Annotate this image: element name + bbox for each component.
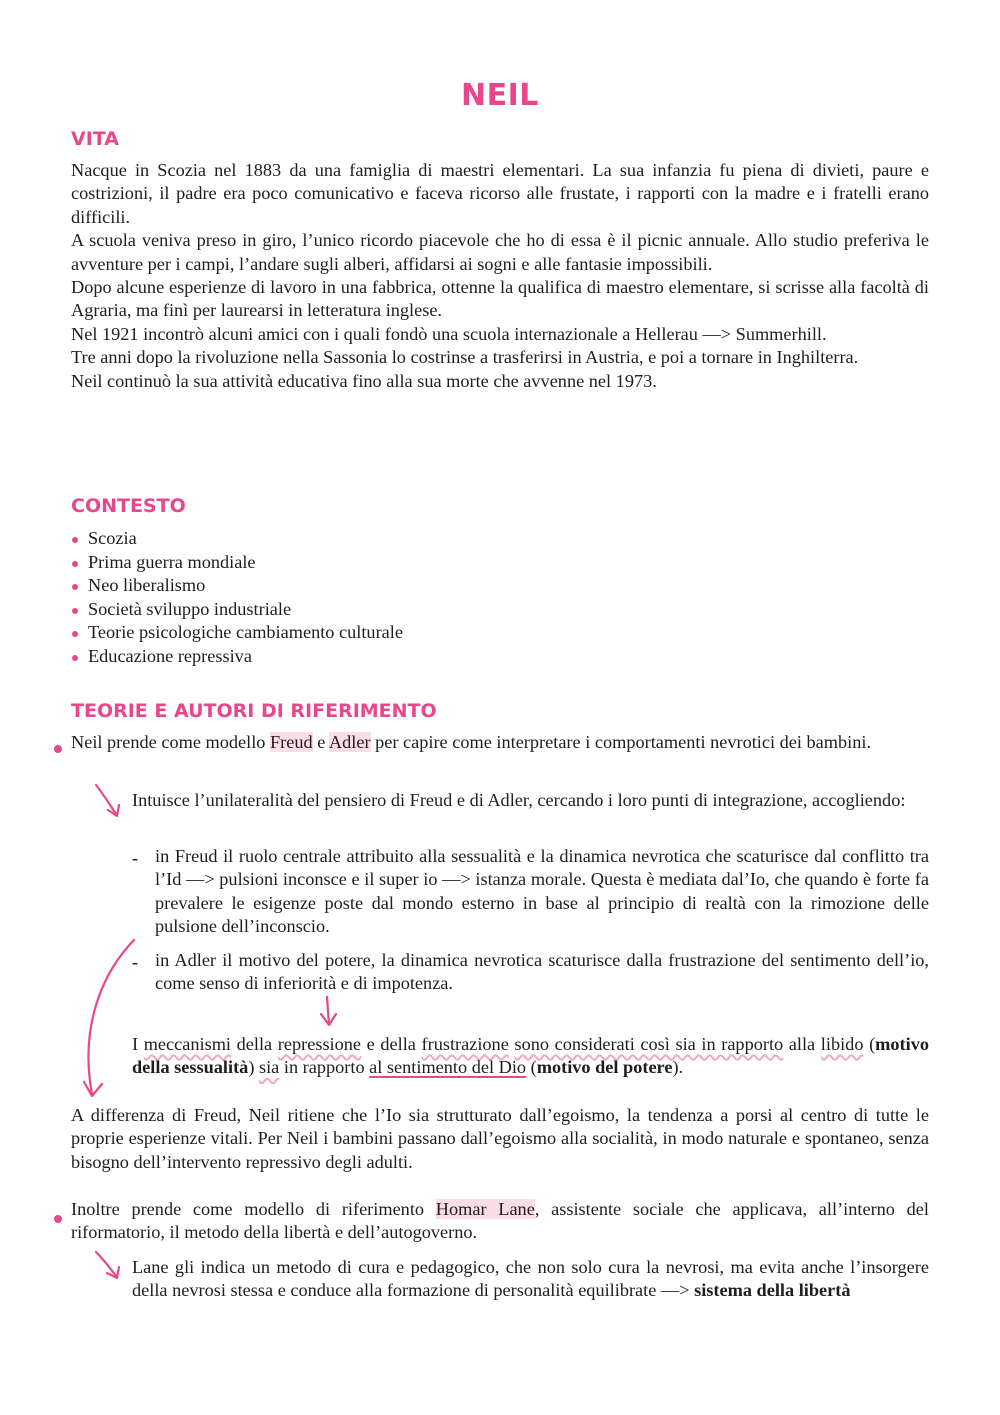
list-item: Società sviluppo industriale — [71, 598, 403, 622]
vita-paragraph: Tre anni dopo la rivoluzione nella Sassonia lo costrinse a trasferirsi in Austria, e poi a tornare in Inghilterra. — [71, 347, 859, 368]
list-item: Teorie psicologiche cambiamento culturale — [71, 621, 403, 645]
dash-marker: - — [132, 848, 138, 868]
list-item: Educazione repressiva — [71, 645, 403, 669]
arrow-curved-icon — [96, 785, 116, 814]
teorie-paragraph-modello: Neil prende come modello Freud e Adler per capire come interpretare i comportamenti nevrotici dei bambini. — [71, 732, 872, 752]
highlight-freud: Freud — [270, 732, 313, 752]
inoltre-paragraph: Inoltre prende come modello di riferimento Homar Lane, assistente sociale che applicava, all’interno del riformatorio, il metodo della libertà e dell’autogoverno. — [71, 1199, 930, 1243]
highlight-adler: Adler — [328, 732, 371, 752]
list-item: Scozia — [71, 527, 403, 551]
arrow-curved-icon — [84, 1082, 102, 1096]
vita-paragraph: Nacque in Scozia nel 1883 da una famiglia di maestri elementari. La sua infanzia fu piena di divieti, paure e costrizioni, il padre era poco comunicativo e faceva ricorso alle frustate, i rapporti con la madre e i fratelli erano difficili. — [71, 160, 929, 227]
meccanismi-paragraph: I meccanismi della repressione e della frustrazione sono considerati così sia in rapporto alla libido (motivo della sessualità) sia in rapporto al sentimento del Dio (motivo del potere). — [132, 1034, 929, 1078]
arrow-curved-icon — [88, 940, 134, 1094]
vita-paragraph: Nel 1921 incontrò alcuni amici con i quali fondò una scuola internazionale a Hellerau —> Summerhill. — [71, 323, 827, 344]
list-item: Prima guerra mondiale — [71, 551, 403, 575]
differenza-paragraph: A differenza di Freud, Neil ritiene che l’Io sia strutturato dall’egoismo, la tendenza a porsi al centro di tutte le proprie esperienze vitali. Per Neil i bambini passano dall’egoismo alla socialità, in modo naturale e spontaneo, senza bisogno dell’intervento repressivo degli adulti. — [71, 1105, 929, 1172]
lane-paragraph: Lane gli indica un metodo di cura e pedagogico, che non solo cura la nevrosi, ma evita anche l’insorgere della nevrosi stessa e conduce alla formazione di personalità equilibrate —> sistema della libertà — [132, 1257, 929, 1301]
vita-paragraph: Neil continuò la sua attività educativa fino alla sua morte che avvenne nel 1973. — [71, 370, 657, 391]
dash-item-adler: in Adler il motivo del potere, la dinamica nevrotica scaturisce dalla frustrazione del sentimento dell’io, come senso di inferiorità e di impotenza. — [155, 950, 929, 994]
arrow-curved-icon — [327, 997, 329, 1024]
intuisce-paragraph: Intuisce l’unilateralità del pensiero di Freud e di Adler, cercando i loro punti di integrazione, accogliendo: — [132, 790, 906, 810]
vita-paragraph: A scuola veniva preso in giro, l’unico ricordo piacevole che ho di essa è il picnic annuale. Allo studio preferiva le avventure per i campi, l’andare sugli alberi, affidarsi ai sogni e alle fantasie impossibili. — [71, 230, 929, 274]
highlight-homar-lane: Homar Lane — [435, 1199, 535, 1219]
dash-marker: - — [132, 952, 138, 972]
section-heading-contesto: CONTESTO — [71, 495, 186, 517]
dash-item-freud: in Freud il ruolo centrale attribuito alla sessualità e la dinamica nevrotica che scaturisce dal conflitto tra l’Id —> pulsioni inconsce e il super io —> istanza morale. Questa è mediata dal’Io, che quando è forte fa prevalere le esigenze poste dal mondo esterno in base al principio di realtà con la rimozione delle pulsione dell’inconscio. — [155, 846, 929, 937]
section-heading-teorie: TEORIE E AUTORI DI RIFERIMENTO — [71, 700, 437, 722]
list-item: Neo liberalismo — [71, 574, 403, 598]
arrow-curved-icon — [96, 1252, 116, 1276]
vita-paragraph: Dopo alcune esperienze di lavoro in una fabbrica, ottenne la qualifica di maestro elementare, si scrisse alla facoltà di Agraria, ma finì per laurearsi in letteratura inglese. — [71, 277, 929, 321]
page-title: NEIL — [461, 78, 539, 113]
section-heading-vita: VITA — [71, 128, 119, 150]
